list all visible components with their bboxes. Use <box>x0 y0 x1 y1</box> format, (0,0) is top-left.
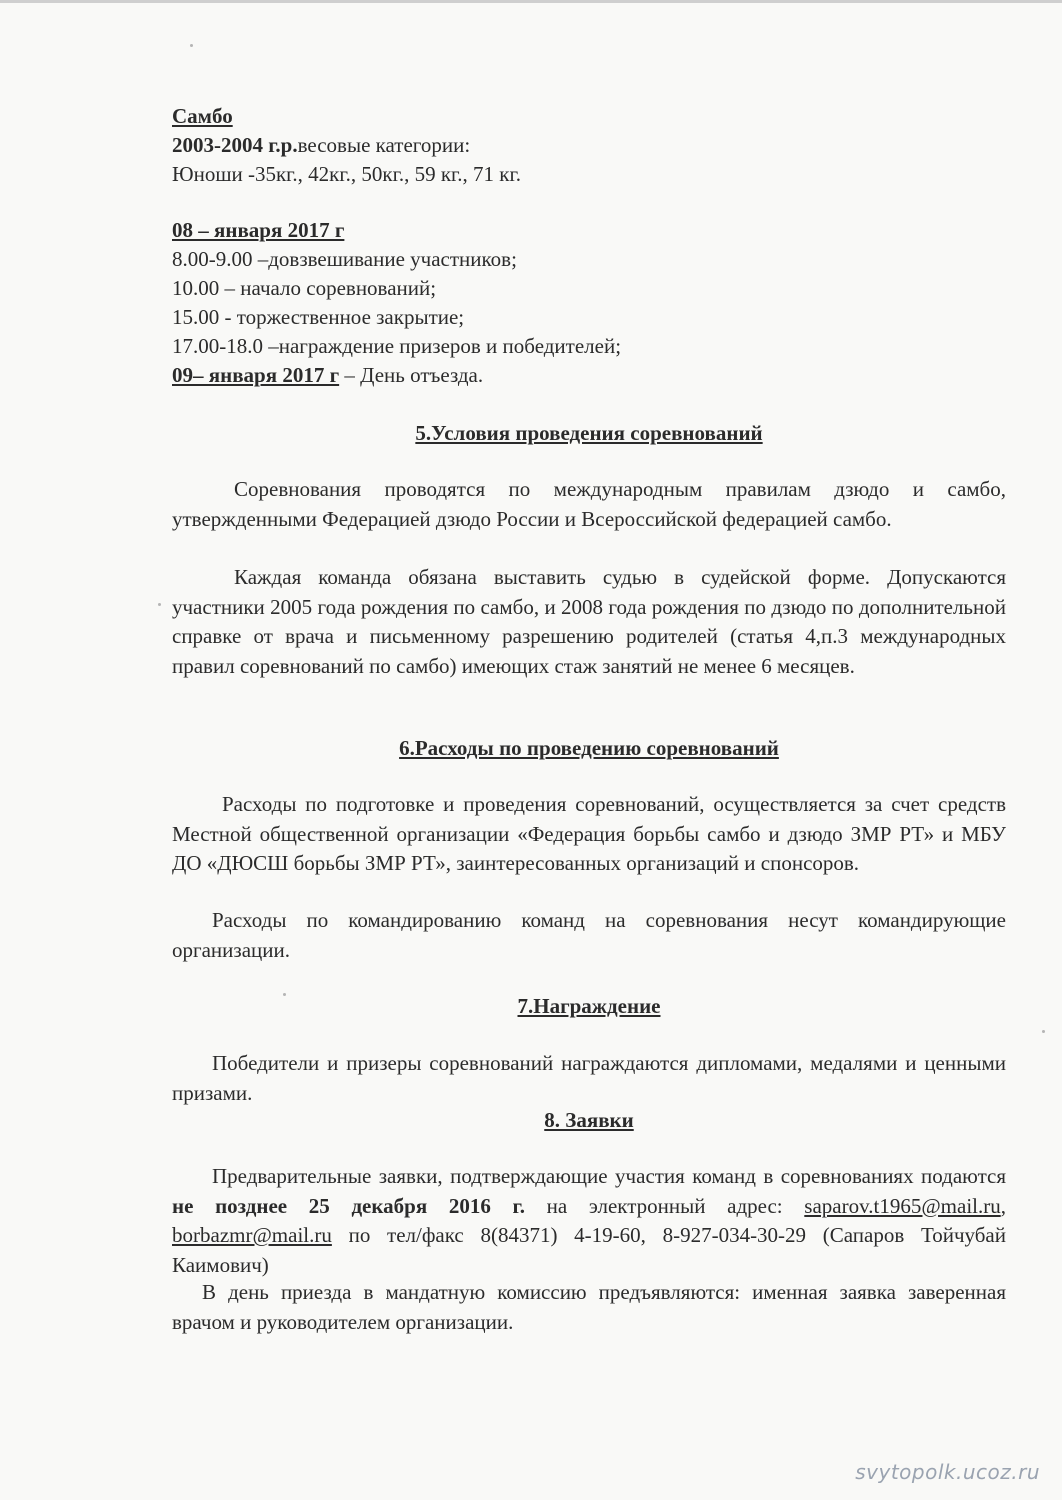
departure-text: – День отъезда. <box>339 363 484 387</box>
schedule-item: 10.00 – начало соревнований; <box>172 276 437 300</box>
departure-line <box>172 362 483 388</box>
schedule-item: 8.00-9.00 –довзвешивание участников; <box>172 247 517 271</box>
scan-speck <box>158 603 161 606</box>
weight-categories: Юноши -35кг., 42кг., 50кг., 59 кг., 71 кг. <box>172 162 521 186</box>
section-8-paragraph <box>172 1162 1006 1280</box>
email-link-saparov[interactable]: saparov.t1965@mail.ru <box>804 1193 1001 1218</box>
applications-separator: , <box>1000 1193 1006 1218</box>
scan-speck <box>1042 1030 1045 1033</box>
applications-contact: по тел/факс 8(84371) 4-19-60, 8-927-034-30-29 (Сапаров Тойчубай Каимович) <box>172 1223 1006 1277</box>
section-7-paragraph: Победители и призеры соревнований награждаются дипломами, медалями и ценными призами. <box>172 1051 1006 1105</box>
section-8-title: 8. Заявки <box>544 1108 634 1132</box>
scan-top-edge <box>0 0 1062 3</box>
sport-title: Самбо <box>172 104 233 128</box>
applications-deadline: не позднее 25 декабря 2016 г. <box>172 1193 525 1218</box>
section-6-paragraph: Расходы по подготовке и проведения соревнований, осуществляется за счет средств Местной общественной организации «Федерация борьбы самбо и дзюдо ЗМР РТ» и МБУ ДО «ДЮСШ борьбы ЗМР РТ», заинтересованных организаций и спонсоров. <box>172 792 1006 875</box>
schedule-item: 15.00 - торжественное закрытие; <box>172 305 465 329</box>
scan-speck <box>190 44 193 47</box>
schedule-date: 08 – января 2017 г <box>172 218 345 242</box>
age-categories-line <box>172 132 470 158</box>
section-8-paragraph: В день приезда в мандатную комиссию предъявляются: именная заявка заверенная врачом и руководителем организации. <box>172 1280 1006 1334</box>
departure-date: 09– января 2017 г <box>172 363 340 387</box>
weight-categories-label: весовые категории: <box>297 133 471 157</box>
applications-text: Предварительные заявки, подтверждающие участия команд в соревнованиях подаются <box>212 1164 1006 1188</box>
schedule-item: 17.00-18.0 –награждение призеров и победителей; <box>172 334 622 358</box>
email-link-borbazmr[interactable]: borbazmr@mail.ru <box>172 1223 332 1247</box>
section-5-paragraph: Соревнования проводятся по международным правилам дзюдо и самбо, утвержденными Федерацией дзюдо России и Всероссийской федерацией самбо. <box>172 477 1006 531</box>
section-5-title: 5.Условия проведения соревнований <box>415 421 763 445</box>
section-7-title: 7.Награждение <box>517 994 661 1018</box>
site-watermark: svytopolk.ucoz.ru <box>855 1460 1040 1484</box>
section-5-paragraph: Каждая команда обязана выставить судью в судейской форме. Допускаются участники 2005 года рождения по самбо, и 2008 года рождения по дзюдо по дополнительной справке от врача и письменному разрешению родителей (статья 4,п.3 международных правил соревнований по самбо) имеющих стаж занятий не менее 6 месяцев. <box>172 565 1006 678</box>
section-6-title: 6.Расходы по проведению соревнований <box>399 736 779 760</box>
section-6-paragraph: Расходы по командированию команд на соревнования несут командирующие организации. <box>172 908 1006 962</box>
applications-text: на электронный адрес: <box>524 1193 805 1218</box>
age-years: 2003-2004 г.р. <box>172 133 298 157</box>
